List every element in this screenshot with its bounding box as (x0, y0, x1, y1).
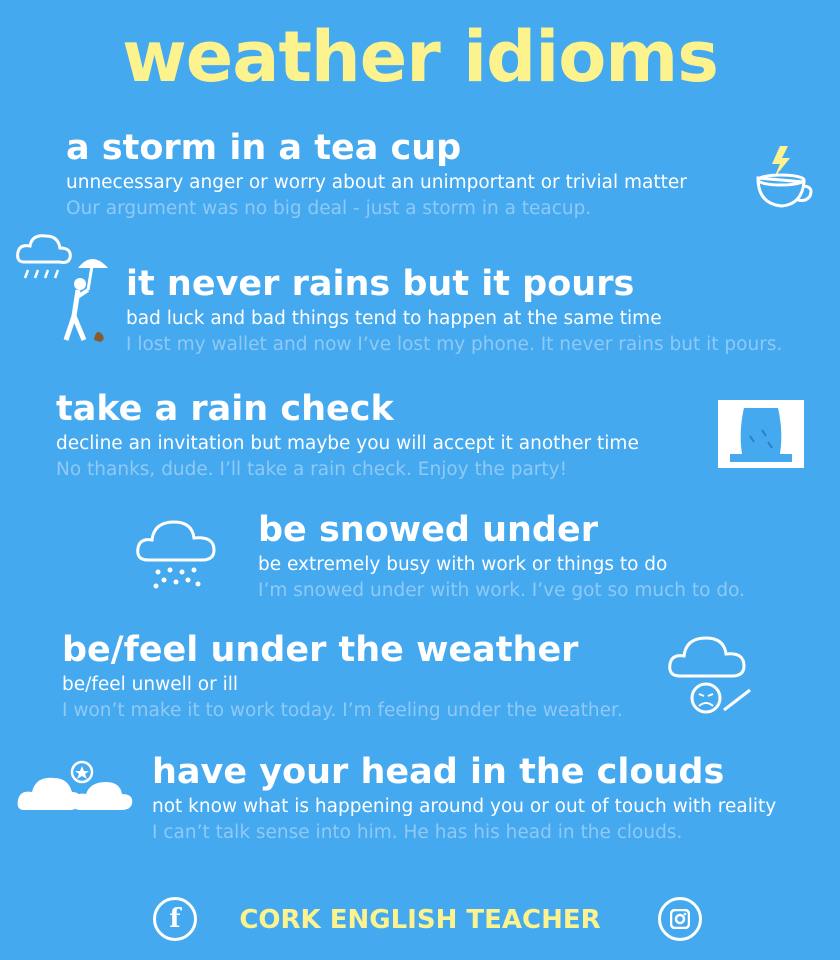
idiom-example: I can’t talk sense into him. He has his head in the clouds. (152, 822, 683, 843)
rainy-window-icon (716, 398, 806, 470)
idiom-example: I’m snowed under with work. I’ve got so much to do. (258, 580, 745, 601)
idiom-heading: take a rain check (56, 389, 394, 429)
idiom-definition: be extremely busy with work or things to do (258, 554, 668, 575)
facebook-glyph: f (169, 904, 181, 934)
idiom-heading: be snowed under (258, 510, 598, 550)
dreamy-clouds-icon (16, 758, 136, 814)
brand-name: CORK ENGLISH TEACHER (239, 905, 601, 935)
idiom-block-snowed-under (258, 510, 745, 604)
idiom-example: No thanks, dude. I’ll take a rain check. Enjoy the party! (56, 459, 568, 480)
idiom-block-storm-teacup (66, 128, 687, 222)
idiom-definition: be/feel unwell or ill (62, 674, 239, 695)
idiom-definition: unnecessary anger or worry about an unimportant or trivial matter (66, 172, 687, 193)
idiom-block-head-clouds (152, 752, 776, 846)
idiom-definition: not know what is happening around you or out of touch with reality (152, 796, 777, 817)
idiom-example: Our argument was no big deal - just a storm in a teacup. (66, 198, 592, 219)
teacup-lightning-icon (752, 142, 816, 212)
instagram-camera-icon (670, 909, 690, 929)
idiom-heading: be/feel under the weather (62, 630, 579, 670)
idiom-definition: bad luck and bad things tend to happen at the same time (126, 308, 662, 329)
idiom-heading: a storm in a tea cup (66, 128, 462, 168)
idiom-heading: it never rains but it pours (126, 264, 635, 304)
page-title: weather idioms (122, 16, 718, 98)
idiom-example: I won’t make it to work today. I’m feeling under the weather. (62, 700, 623, 721)
idiom-example: I lost my wallet and now I’ve lost my phone. It never rains but it pours. (126, 334, 783, 355)
idiom-block-under-weather (62, 630, 623, 724)
snow-cloud-icon (134, 512, 220, 592)
idiom-heading: have your head in the clouds (152, 752, 725, 792)
idiom-block-rain-check (56, 389, 639, 483)
rain-umbrella-person-icon (14, 228, 114, 348)
sick-face-cloud-icon (666, 630, 756, 722)
idiom-block-never-rains (126, 264, 782, 358)
idiom-definition: decline an invitation but maybe you will accept it another time (56, 433, 639, 454)
instagram-icon[interactable] (658, 897, 702, 941)
